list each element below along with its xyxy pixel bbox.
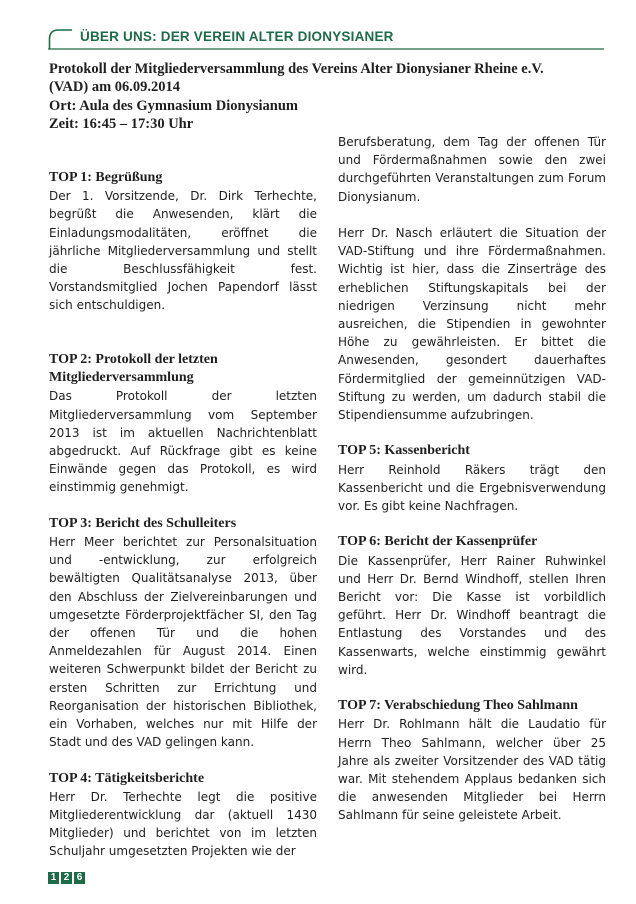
top5-body: Herr Reinhold Räkers trägt den Kassenbericht und die Ergebnisverwendung vor. Es gibt keine Nachfragen.	[338, 462, 606, 514]
intro-time: Zeit: 16:45 – 17:30 Uhr	[49, 115, 194, 132]
top2-body: Das Protokoll der letzten Mitgliederversammlung vom September 2013 ist im aktuellen Nachrichtenblatt abgedruckt. Auf Rückfrage gibt es keine Einwände gegen das Protokoll, es wird einstimmig genehmigt.	[49, 389, 317, 495]
top3-body: Herr Meer berichtet zur Personalsituation und -entwicklung, zur erfolgreich bewältigten Qualitätsanalyse 2013, über den Abschluss der Zielvereinbarungen und umgesetzte Förderprojektfächer SI, den Tag der offenen Tür und die hohen Anmeldezahlen für August 2014. Einen weiteren Schwerpunkt bildet der Bericht zu ersten Schritten zur Errichtung und Reorganisation der historischen Bibliothek, ein Vorhaben, welches nur mit Hilfe der Stadt und des VAD gelingen kann.	[49, 535, 317, 750]
top7-body: Herr Dr. Rohlmann hält die Laudatio für Herrn Theo Sahlmann, welcher über 25 Jahre als zweiter Vorsitzender des VAD tätig war. Mit stehendem Applaus bedanken sich die anwesenden Mitglieder bei Herrn Sahlmann für seine geleistete Arbeit.	[338, 717, 606, 823]
protocol-intro	[49, 60, 609, 133]
intro-location: Ort: Aula des Gymnasium Dionysianum	[49, 97, 298, 114]
left-column	[49, 169, 317, 861]
section-header	[48, 26, 604, 50]
right-column	[338, 133, 606, 825]
top1-body: Der 1. Vorsitzende, Dr. Dirk Terhechte, begrüßt die Anwesenden, klärt die Einladungsmodalitäten, eröffnet die jährliche Mitgliederversammlung und stellt die Beschlussfähigkeit fest. Vorstandsmitglied Jochen Papendorf lässt sich entschuldigen.	[49, 189, 317, 313]
page-digit: 1	[48, 872, 59, 884]
top5-heading: TOP 5: Kassenbericht	[338, 443, 470, 459]
top6-heading: TOP 6: Bericht der Kassenprüfer	[338, 534, 538, 550]
page-number	[48, 872, 85, 884]
top4-body-part1: Herr Dr. Terhechte legt die positive Mitgliederentwicklung dar (aktuell 1430 Mitglieder) und berichtet von im letzten Schuljahr umgesetzten Projekten wie der	[49, 789, 317, 859]
top3-heading: TOP 3: Bericht des Schulleiters	[49, 515, 237, 531]
intro-date: (VAD) am 06.09.2014	[49, 79, 181, 96]
intro-title: Protokoll der Mitgliederversammlung des Vereins Alter Dionysianer Rheine e.V.	[49, 61, 544, 77]
top4-heading: TOP 4: Tätigkeitsberichte	[49, 770, 205, 786]
page-digit: 2	[61, 872, 72, 884]
top6-body: Die Kassenprüfer, Herr Rainer Ruhwinkel und Herr Dr. Bernd Windhoff, stellen Ihren Bericht vor: Die Kasse ist vorbildlich geführt. Herr Dr. Windhoff beantragt die Entlastung des Vorstandes und des Kassenwarts, welche einstimmig gewährt wird.	[338, 553, 606, 677]
top7-heading: TOP 7: Verabschiedung Theo Sahlmann	[338, 698, 578, 714]
top2-heading: TOP 2: Protokoll der letzten Mitgliederversammlung	[49, 352, 218, 386]
top4-body-part3: Herr Dr. Nasch erläutert die Situation der VAD-Stiftung und ihre Fördermaßnahmen. Wichtig ist hier, dass die Zinserträge des erheblichen Stiftungskapitals bei der niedrigen Verzinsung nicht mehr ausreichen, die Stipendien in gewohnter Höhe zu gewährleisten. Er bittet die Anwesenden, gesondert dauerhaftes Fördermitglied der gemeinnützigen VAD-Stiftung zu werden, um dadurch stabil die Stipendiensumme aufzubringen.	[338, 226, 606, 423]
top1-heading: TOP 1: Begrüßung	[49, 170, 163, 185]
header-title: ÜBER UNS: DER VEREIN ALTER DIONYSIANER	[80, 29, 394, 44]
page-digit: 6	[74, 872, 85, 884]
top4-body-part2: Berufsberatung, dem Tag der offenen Tür und Fördermaßnahmen sowie den zwei durchgeführten Veranstaltungen zum Forum Dionysianum.	[338, 135, 606, 204]
